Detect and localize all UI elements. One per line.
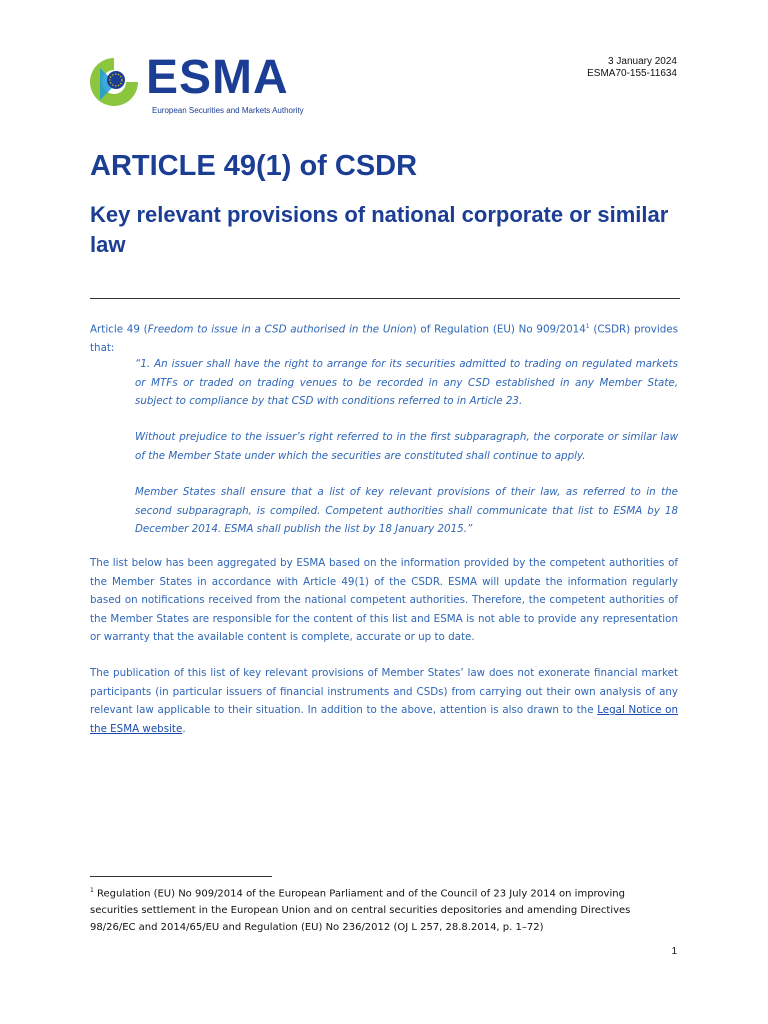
footnote-reference[interactable]: 1 — [585, 323, 590, 330]
intro-paragraph: Article 49 (Freedom to issue in a CSD authorised in the Union) of Regulation (EU) No 909/2014$^1$ (CSDR) provides that: — [90, 323, 678, 354]
document-reference: ESMA70-155-11634 — [587, 68, 677, 79]
footnote-divider — [90, 876, 272, 877]
page-title: ARTICLE 49(1) of CSDR — [90, 150, 418, 182]
document-meta — [587, 56, 677, 80]
footnote-mark: 1 — [90, 887, 94, 894]
logo-wordmark: ESMA — [146, 51, 289, 104]
page-subtitle: Key relevant provisions of national corporate or similar law — [90, 202, 669, 257]
article-title-italic: Freedom to issue in a CSD authorised in the Union — [147, 323, 413, 336]
quote-paragraph-2: Without prejudice to the issuer’s right referred to in the first subparagraph, the corporate or similar law of the Member State under which the securities are constituted shall continue to apply. — [135, 431, 678, 462]
document-date: 3 January 2024 — [608, 56, 677, 67]
page-number: 1 — [671, 946, 677, 957]
esma-logo — [86, 52, 326, 122]
esma-emblem-icon — [86, 54, 142, 110]
quote-paragraph-1: “1. An issuer shall have the right to arrange for its securities admitted to trading on regulated markets or MTFs or traded on trading venues to be recorded in any CSD established in any Member State, subject to compliance by that CSD with conditions referred to in Article 23. — [135, 358, 678, 407]
title-divider — [90, 298, 680, 299]
quote-paragraph-3: Member States shall ensure that a list of key relevant provisions of their law, as referred to in the second subparagraph, is compiled. Competent authorities shall communicate that list to ESMA by 18 December 2014. ESMA shall publish the list by 18 January 2015.” — [135, 486, 678, 535]
logo-tagline: European Securities and Markets Authority — [152, 106, 304, 115]
publication-paragraph: The publication of this list of key relevant provisions of Member States’ law does not exonerate financial market participants (in particular issuers of financial instruments and CSDs) from carrying out their own analysis of any relevant law applicable to their situation. In addition to the above, attention is also drawn to the Legal Notice on the ESMA website. — [90, 667, 678, 735]
list-explanation-paragraph: The list below has been aggregated by ESMA based on the information provided by the competent authorities of the Member States in accordance with Article 49(1) of the CSDR. ESMA will update the information regularly based on notifications received from the national competent authorities. Therefore, the competent authorities of the Member States are responsible for the content of this list and ESMA is not able to provide any representation or warranty that the available content is complete, accurate or up to date. — [90, 557, 678, 643]
footnote: $^1$ Regulation (EU) No 909/2014 of the European Parliament and of the Council of 23 July 2014 on improving securities settlement in the European Union and on central securities depositories and amending Directives 98/26/EC and 2014/65/EU and Regulation (EU) No 236/2012 (OJ L 257, 28.8.2014, p. 1–72) — [90, 887, 631, 934]
legal-notice-link[interactable]: Legal Notice on the ESMA website — [90, 704, 678, 735]
